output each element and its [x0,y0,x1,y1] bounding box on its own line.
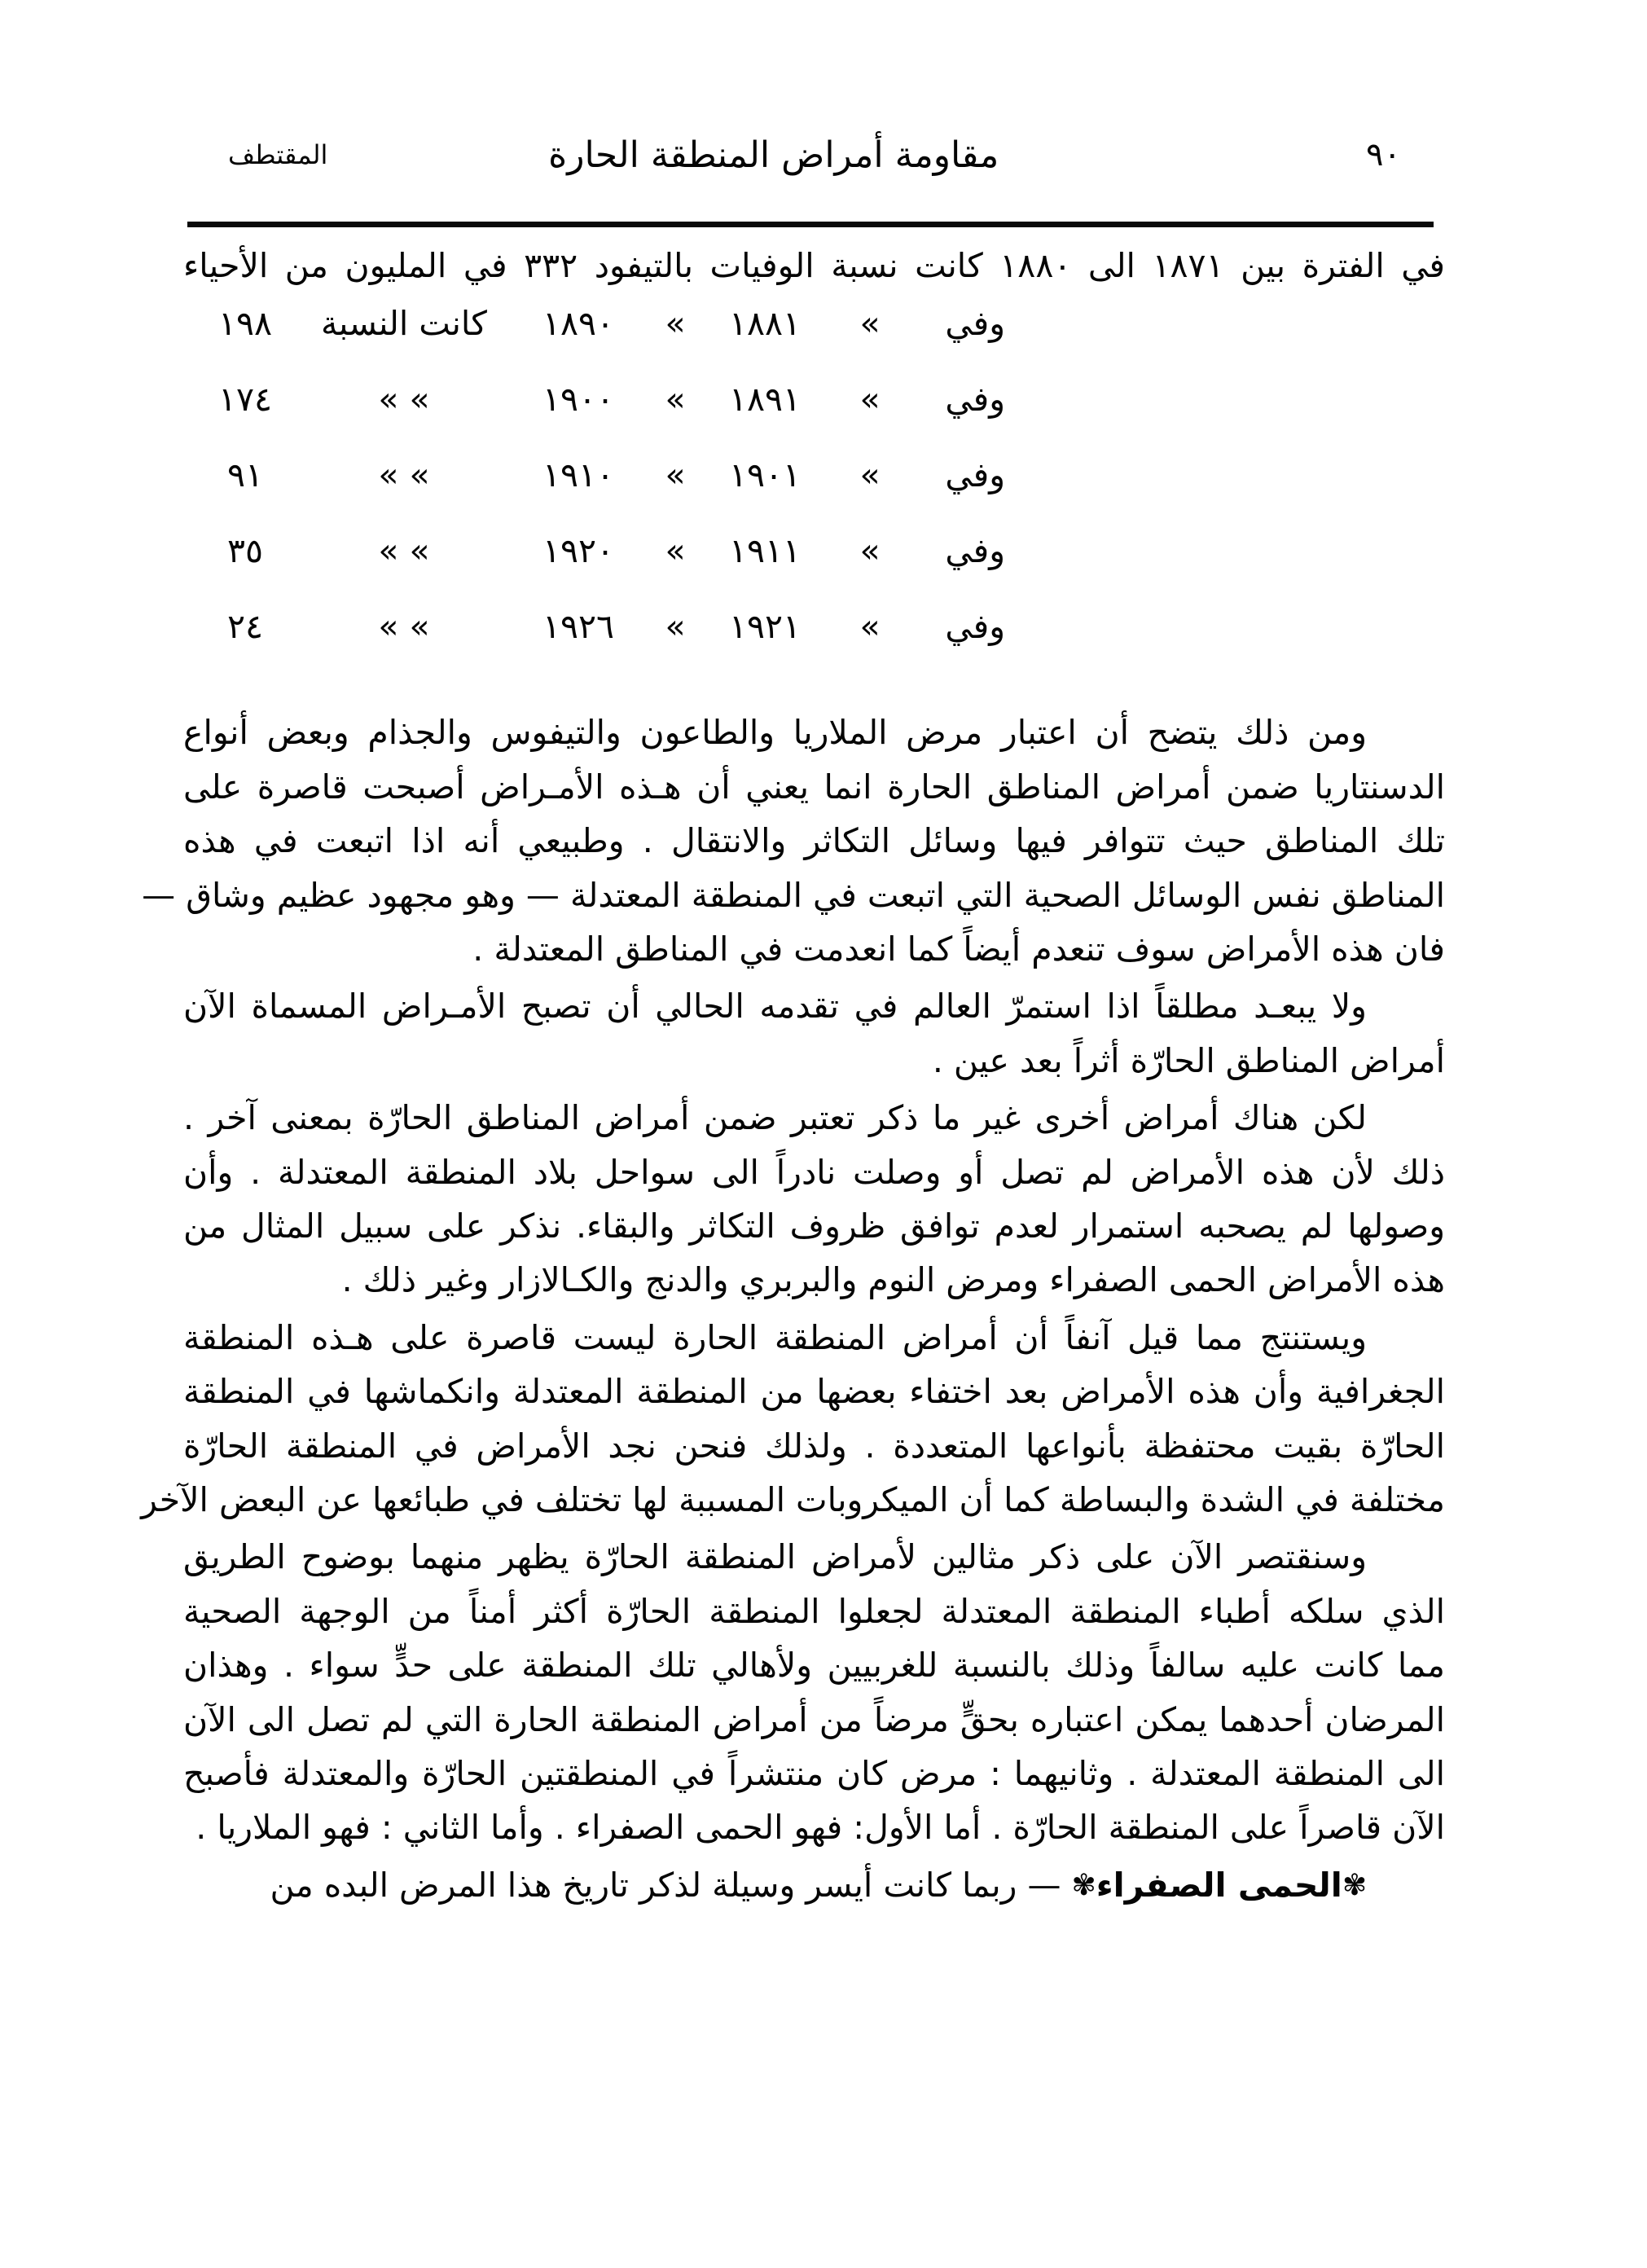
text-line: الحارّة بقيت محتفظة بأنواعها المتعددة . ولذلك فنحن نجد الأمراض في المنطقة الحارّة [183,1426,1445,1466]
running-title: مقاومة أمراض المنطقة الحارة [548,134,999,176]
row-lead: وفي [945,380,1005,420]
row-ditto-1: » [859,607,881,647]
journal-name: المقتطف [228,139,328,170]
list-item [183,609,1445,684]
row-ditto-1: » [859,380,881,420]
paragraph [142,705,1445,976]
row-year-from: ١٨٨١ [728,304,802,344]
list-item [183,533,1445,609]
paragraph [183,1091,1445,1308]
paragraph [141,1311,1445,1527]
paragraph [183,1530,1445,1854]
row-year-from: ١٩٢١ [728,607,802,647]
row-label: كانت النسبة [321,304,487,344]
section-heading: الحمى الصفراء [1096,1865,1342,1905]
row-year-to: ١٨٩٠ [542,304,615,344]
ornament-open-icon: ✾ [1342,1868,1367,1902]
paragraph [183,979,1445,1088]
text-line: المناطق نفس الوسائل الصحية التي اتبعت في المنطقة المعتدلة — وهو مجهود عظيم وشاق — [142,875,1445,915]
list-item [183,305,1445,381]
row-year-from: ١٩١١ [728,531,802,571]
text-line: أمراض المناطق الحارّة أثراً بعد عين . [932,1040,1445,1080]
list-item [183,457,1445,533]
mortality-statistics-list [183,305,1445,684]
section-text: ربما كانت أيسر وسيلة لذكر تاريخ هذا المرض البده من [270,1865,1017,1905]
text-line: ويستنتج مما قيل آنفاً أن أمراض المنطقة الحارة ليست قاصرة على هـذه المنطقة [183,1317,1367,1357]
running-head [213,122,1434,187]
row-ditto-2: » [665,380,686,420]
body-column [141,244,1446,1915]
section-heading-paragraph [183,1858,1445,1912]
text-line [183,1858,1445,1912]
text-line: تلك المناطق حيث تتوافر فيها وسائل التكاثر والانتقال . وطبيعي أنه اذا اتبعت في هذه [183,821,1445,861]
text-line: المرضان أحدهما يمكن اعتباره بحقٍّ مرضاً من أمراض المنطقة الحارة التي لم تصل الى الآن [183,1699,1445,1739]
page-number: ٩٠ [1366,136,1401,174]
row-year-to: ١٩٠٠ [542,380,615,420]
row-ditto-1: » [859,531,881,571]
text-line: ولا يبعـد مطلقاً اذا استمرّ العالم في تقدمه الحالي أن تصبح الأمـراض المسماة الآن [183,987,1367,1026]
text-line: فان هذه الأمراض سوف تنعدم أيضاً كما انعدمت في المناطق المعتدلة . [472,929,1445,969]
row-ditto-2: » [665,607,686,647]
section-dash: — [1027,1865,1061,1905]
row-lead: وفي [945,304,1005,344]
row-label: » » [378,607,430,647]
row-value: ١٩٨ [217,304,273,344]
row-ditto-2: » [665,304,686,344]
lead-statistic-line: في الفترة بين ١٨٧١ الى ١٨٨٠ كانت نسبة الوفيات بالتيفود ٣٣٢ في المليون من الأحياء [183,246,1446,285]
text-line: مما كانت عليه سالفاً وذلك بالنسبة للغربيين ولأهالي تلك المنطقة على حدٍّ سواء . وهذان [183,1646,1445,1686]
row-lead: وفي [945,531,1005,571]
text-line: ذلك لأن هذه الأمراض لم تصل أو وصلت نادراً الى سواحل بلاد المنطقة المعتدلة . وأن [183,1152,1445,1192]
row-value: ٩١ [226,455,264,495]
text-line: الآن قاصراً على المنطقة الحارّة . أما الأول: فهو الحمى الصفراء . وأما الثاني : فهو الملاريا . [195,1808,1445,1848]
row-year-to: ١٩٢٠ [542,531,615,571]
row-ditto-2: » [665,455,686,495]
row-year-to: ١٩١٠ [542,455,615,495]
text-line: هذه الأمراض الحمى الصفراء ومرض النوم والبربري والدنج والكـالازار وغير ذلك . [341,1260,1445,1300]
text-line: ومن ذلك يتضح أن اعتبار مرض الملاريا والطاعون والتيفوس والجذام وبعض أنواع [183,713,1367,753]
ornament-close-icon: ✾ [1071,1868,1096,1902]
text-line: الدسنتاريا ضمن أمراض المناطق الحارة انما يعني أن هـذه الأمـراض أصبحت قاصرة على [183,767,1445,807]
row-value: ٢٤ [226,607,264,647]
header-rule [187,222,1434,227]
text-line: وصولها لم يصحبه استمرار لعدم توافق ظروف التكاثر والبقاء. نذكر على سبيل المثال من [183,1206,1445,1246]
text-line: الجغرافية وأن هذه الأمراض بعد اختفاء بعضها من المنطقة المعتدلة وانكماشها في المنطقة [183,1372,1445,1412]
text-line: الذي سلكه أطباء المنطقة المعتدلة لجعلوا المنطقة الحارّة أكثر أمناً من الوجهة الصحية [183,1591,1445,1631]
row-value: ١٧٤ [217,380,273,420]
row-value: ٣٥ [226,531,264,571]
text-line: مختلفة في الشدة والبساطة كما أن الميكروبات المسببة لها تختلف في طبائعها عن البعض الآخر [141,1479,1445,1519]
row-label: » » [378,455,430,495]
row-year-from: ١٨٩١ [728,380,802,420]
row-lead: وفي [945,455,1005,495]
row-ditto-2: » [665,531,686,571]
text-line: وسنقتصر الآن على ذكر مثالين لأمراض المنطقة الحارّة يظهر منهما بوضوح الطريق [183,1537,1367,1577]
row-year-from: ١٩٠١ [728,455,802,495]
text-line: الى المنطقة المعتدلة . وثانيهما : مرض كان منتشراً في المنطقتين الحارّة والمعتدلة فأصبح [183,1754,1445,1794]
row-label: » » [378,380,430,420]
row-ditto-1: » [859,304,881,344]
list-item [183,381,1445,457]
row-label: » » [378,531,430,571]
row-ditto-1: » [859,455,881,495]
row-year-to: ١٩٢٦ [542,607,615,647]
row-lead: وفي [945,607,1005,647]
text-line: لكن هناك أمراض أخرى غير ما ذكر تعتبر ضمن أمراض المناطق الحارّة بمعنى آخر . [183,1098,1367,1138]
